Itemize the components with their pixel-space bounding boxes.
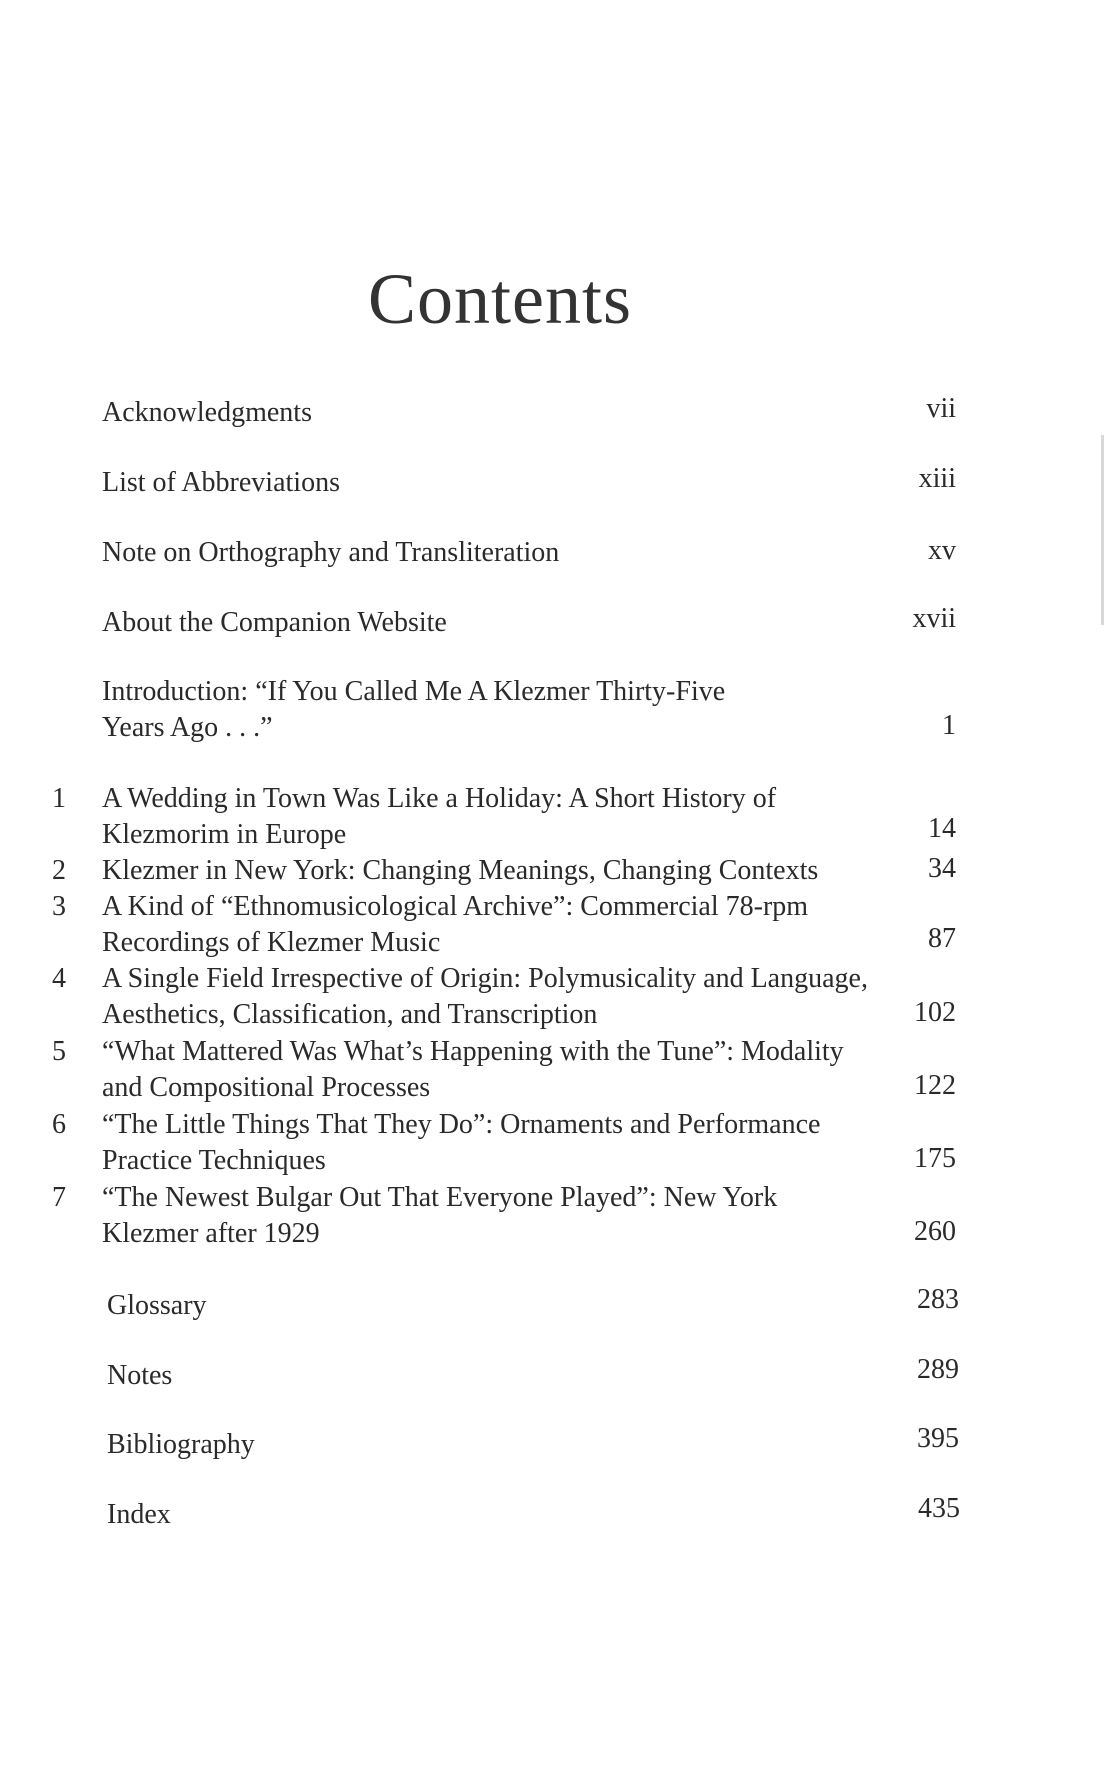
toc-entry-page: 289 bbox=[917, 1354, 959, 1385]
toc-entry-page: 122 bbox=[914, 1070, 956, 1101]
toc-entry-title bbox=[102, 781, 892, 853]
toc-entry-page: xv bbox=[928, 535, 956, 566]
toc-entry-title bbox=[102, 1034, 892, 1106]
toc-entry-title-line: Klezmer after 1929 bbox=[102, 1218, 320, 1249]
toc-entry-page: 1 bbox=[942, 710, 956, 741]
toc-entry-title-line: and Compositional Processes bbox=[102, 1072, 431, 1103]
toc-entry-page: 435 bbox=[918, 1493, 960, 1524]
toc-entry-title bbox=[102, 1107, 892, 1179]
toc-entry-title-line: Practice Techniques bbox=[102, 1145, 326, 1176]
toc-entry-page: 283 bbox=[917, 1284, 959, 1315]
toc-entry-title bbox=[102, 674, 892, 746]
toc-entry-title: Acknowledgments bbox=[102, 397, 312, 428]
toc-entry-page: 102 bbox=[914, 997, 956, 1028]
toc-entry-title: About the Companion Website bbox=[102, 607, 447, 638]
page-title: Contents bbox=[367, 259, 632, 339]
toc-entry-title-line: Aesthetics, Classification, and Transcription bbox=[102, 999, 598, 1030]
toc-entry-title: Klezmer in New York: Changing Meanings, Changing Contexts bbox=[102, 855, 819, 886]
toc-entry-title-line: Years Ago . . .” bbox=[102, 712, 273, 743]
toc-entry-title bbox=[102, 961, 892, 1033]
toc-entry-title-line: “What Mattered Was What’s Happening with the Tune”: Modality bbox=[102, 1036, 844, 1067]
chapter-number: 3 bbox=[52, 891, 66, 922]
toc-entry-title-line: A Kind of “Ethnomusicological Archive”: Commercial 78-rpm bbox=[102, 891, 809, 922]
toc-entry-title: List of Abbreviations bbox=[102, 467, 340, 498]
toc-entry-page: 175 bbox=[914, 1143, 956, 1174]
toc-entry-title: Note on Orthography and Transliteration bbox=[102, 537, 560, 568]
chapter-number: 5 bbox=[52, 1036, 66, 1067]
toc-entry-page: 395 bbox=[917, 1423, 959, 1454]
toc-entry-title-line: Recordings of Klezmer Music bbox=[102, 927, 441, 958]
chapter-number: 4 bbox=[52, 963, 66, 994]
toc-entry-title: Index bbox=[107, 1499, 171, 1530]
toc-entry-page: 14 bbox=[928, 813, 956, 844]
toc-entry-title: Bibliography bbox=[107, 1429, 255, 1460]
toc-entry-title: Glossary bbox=[107, 1290, 207, 1321]
toc-entry-title bbox=[102, 1180, 892, 1252]
chapter-number: 2 bbox=[52, 855, 66, 886]
chapter-number: 6 bbox=[52, 1109, 66, 1140]
toc-entry-title-line: A Single Field Irrespective of Origin: Polymusicality and Language, bbox=[102, 963, 868, 994]
toc-entry-title bbox=[102, 889, 892, 961]
toc-entry-page: xiii bbox=[918, 463, 956, 494]
toc-entry-page: 260 bbox=[914, 1216, 956, 1247]
toc-entry-page: vii bbox=[926, 393, 956, 424]
toc-entry-title-line: A Wedding in Town Was Like a Holiday: A Short History of bbox=[102, 783, 777, 814]
toc-entry-title-line: “The Little Things That They Do”: Ornaments and Performance bbox=[102, 1109, 821, 1140]
chapter-number: 1 bbox=[52, 783, 66, 814]
toc-entry-page: 34 bbox=[928, 853, 956, 884]
toc-entry-title-line: “The Newest Bulgar Out That Everyone Played”: New York bbox=[102, 1182, 778, 1213]
toc-entry-page: xvii bbox=[912, 603, 956, 634]
toc-entry-page: 87 bbox=[928, 923, 956, 954]
toc-entry-title-line: Klezmorim in Europe bbox=[102, 819, 347, 850]
toc-entry-title: Notes bbox=[107, 1360, 173, 1391]
toc-entry-title-line: Introduction: “If You Called Me A Klezmer Thirty-Five bbox=[102, 676, 726, 707]
chapter-number: 7 bbox=[52, 1182, 66, 1213]
